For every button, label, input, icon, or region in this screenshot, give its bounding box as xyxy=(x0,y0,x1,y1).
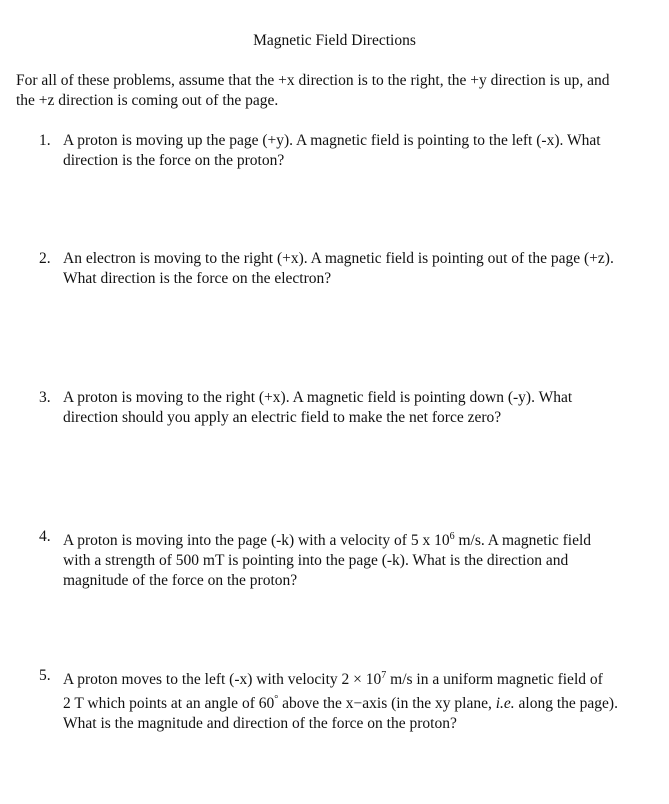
problem-line: A proton is moving up the page (+y). A magnetic field is pointing to the left (-x). What xyxy=(63,132,601,149)
problem-line: A proton is moving to the right (+x). A magnetic field is pointing down (-y). What xyxy=(63,389,573,406)
problem-number: 3. xyxy=(39,389,51,406)
problem-line: What direction is the force on the electron? xyxy=(63,270,332,287)
problem-text-part: m/s. A magnetic field xyxy=(454,532,592,550)
intro-line: For all of these problems, assume that the +x direction is to the right, the +y direction is up, and xyxy=(16,72,610,89)
intro-line: the +z direction is coming out of the page. xyxy=(16,92,279,109)
problem-text-part: above the x−axis (in the xy plane, xyxy=(278,695,496,713)
problem-number: 5. xyxy=(39,667,51,684)
problem-text-part: A proton moves to the left (-x) with velocity 2 × 10 xyxy=(63,671,382,689)
problem-line xyxy=(63,527,653,551)
problem-line: direction should you apply an electric field to make the net force zero? xyxy=(63,409,502,426)
problem-text-italic: i.e. xyxy=(495,695,515,713)
problem-line: with a strength of 500 mT is pointing into the page (-k). What is the direction and xyxy=(63,552,569,570)
problem-line: magnitude of the force on the proton? xyxy=(63,572,298,590)
problem-text-part: 2 T which points at an angle of 60 xyxy=(63,695,275,713)
problem-line: direction is the force on the proton? xyxy=(63,152,285,169)
page-title: Magnetic Field Directions xyxy=(253,32,416,49)
problem-text-part: A proton is moving into the page (-k) with a velocity of 5 x 10 xyxy=(63,532,450,550)
problem-text xyxy=(63,666,653,734)
problem-number: 2. xyxy=(39,250,51,267)
problem-text xyxy=(63,131,653,171)
problem-line xyxy=(63,690,653,714)
problem-text-part: m/s in a uniform magnetic field of xyxy=(386,671,603,689)
problem-text-part: along the page). xyxy=(514,695,618,713)
exponent: 7 xyxy=(381,670,387,681)
problem-number: 4. xyxy=(39,528,51,545)
exponent: 6 xyxy=(449,531,455,542)
problem-line: What is the magnitude and direction of the force on the proton? xyxy=(63,715,457,733)
problem-text xyxy=(63,388,653,428)
intro-paragraph xyxy=(16,71,656,111)
degree-symbol: ° xyxy=(274,694,279,706)
problem-number: 1. xyxy=(39,132,51,149)
problem-line: An electron is moving to the right (+x). A magnetic field is pointing out of the page (+z). xyxy=(63,250,614,267)
problem-text xyxy=(63,249,653,289)
problem-line xyxy=(63,666,653,690)
problem-text xyxy=(63,527,653,591)
